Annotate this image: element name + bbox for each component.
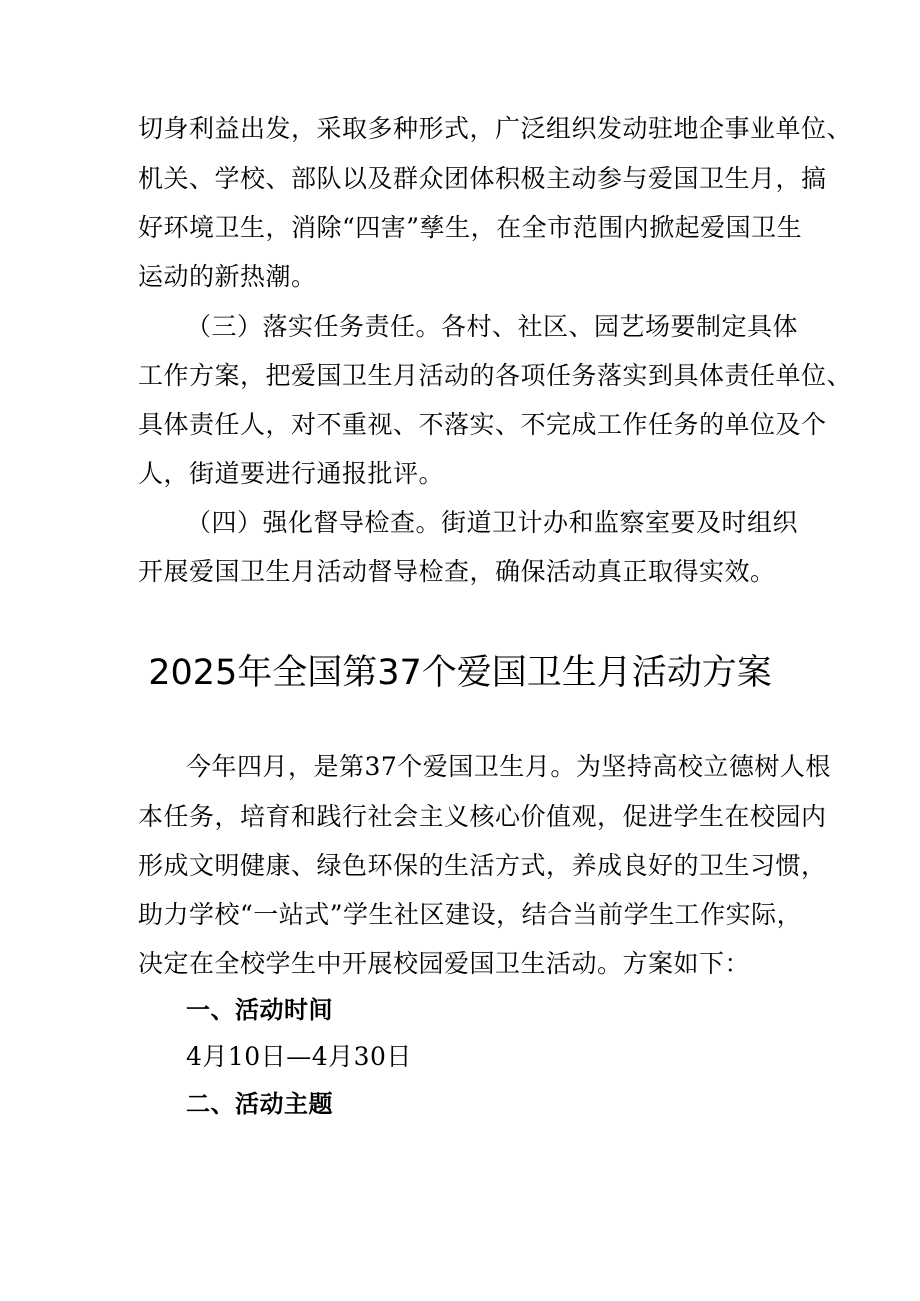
paragraph-line: 本任务，培育和践行社会主义核心价值观，促进学生在校园内 xyxy=(138,802,827,831)
paragraph-line: 人，街道要进行通报批评。 xyxy=(138,459,445,488)
paragraph-line: 工作方案，把爱国卫生月活动的各项任务落实到具体责任单位、 xyxy=(138,361,853,390)
section-two-heading: 二、活动主题 xyxy=(186,1090,333,1118)
paragraph-line: 机关、学校、部队以及群众团体积极主动参与爱国卫生月，搞 xyxy=(138,164,827,193)
paragraph-line: 切身利益出发，采取多种形式，广泛组织发动驻地企事业单位、 xyxy=(138,114,853,143)
paragraph-line: 具体责任人，对不重视、不落实、不完成工作任务的单位及个 xyxy=(138,410,827,439)
paragraph-line: 助力学校“一站式”学生社区建设，结合当前学生工作实际， xyxy=(138,900,803,929)
document-title: 2025年全国第37个爱国卫生月活动方案 xyxy=(148,653,772,693)
paragraph-line: 开展爱国卫生月活动督导检查，确保活动真正取得实效。 xyxy=(138,557,776,586)
paragraph-line: 形成文明健康、绿色环保的生活方式，养成良好的卫生习惯， xyxy=(138,851,827,880)
paragraph-line: （四）强化督导检查。街道卫计办和监察室要及时组织 xyxy=(186,508,799,537)
paragraph-line: 运动的新热潮。 xyxy=(138,262,317,291)
paragraph-line: 今年四月，是第37个爱国卫生月。为坚持高校立德树人根 xyxy=(186,752,831,781)
section-one-heading: 一、活动时间 xyxy=(186,996,333,1024)
paragraph-line: 决定在全校学生中开展校园爱国卫生活动。方案如下： xyxy=(138,949,751,978)
section-one-body: 4月10日—4月30日 xyxy=(186,1042,412,1071)
paragraph-line: 好环境卫生，消除“四害”孳生，在全市范围内掀起爱国卫生 xyxy=(138,213,803,242)
paragraph-line: （三）落实任务责任。各村、社区、园艺场要制定具体 xyxy=(186,312,799,341)
